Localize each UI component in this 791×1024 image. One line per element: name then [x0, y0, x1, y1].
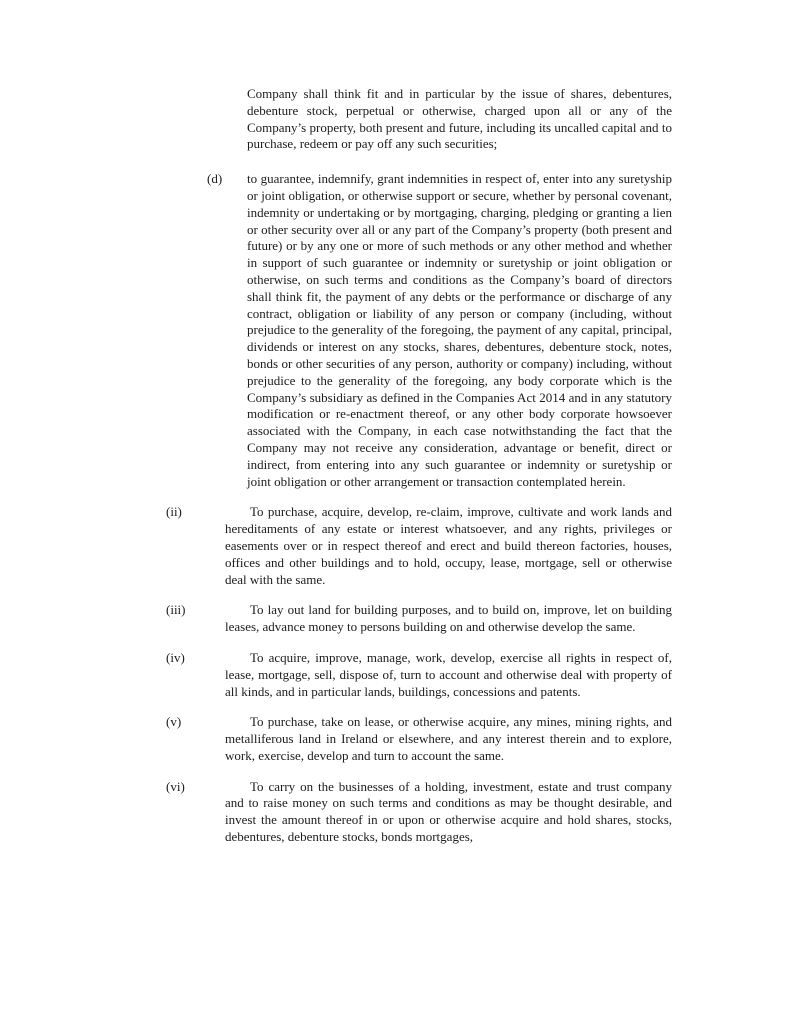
clause-iv-text: To acquire, improve, manage, work, develop, exercise all rights in respect of, lease, mortgage, sell, dispose of, turn to account and otherwise deal with property of all kinds, and in particular lands, buildings, concessions and patents.	[225, 649, 672, 699]
clause-v	[166, 714, 672, 764]
clause-vi	[166, 779, 672, 846]
clause-v-text: To purchase, take on lease, or otherwise acquire, any mines, mining rights, and metalliferous land in Ireland or elsewhere, and any interest therein and to explore, work, exercise, develop and turn to account the same.	[225, 714, 672, 763]
clause-c-continuation	[247, 86, 672, 153]
clause-vi-label: (vi)	[166, 778, 185, 794]
clause-iii-text: To lay out land for building purposes, and to build on, improve, let on building leases, advance money to persons building on and otherwise develop the same.	[225, 602, 672, 635]
clause-ii-text: To purchase, acquire, develop, re-claim, improve, cultivate and work lands and hereditaments of any estate or interest whatsoever, and any rights, privileges or easements over or in respect thereof and erect and build thereon factories, houses, offices and other buildings and to hold, occupy, lease, mortgage, sell or otherwise deal with the same.	[225, 504, 672, 587]
clause-c-continuation-text: Company shall think fit and in particular by the issue of shares, debentures, debenture stock, perpetual or otherwise, charged upon all or any of the Company’s property, both present and future, including its uncalled capital and to purchase, redeem or pay off any such securities;	[247, 86, 672, 152]
clause-iv	[166, 650, 672, 700]
clause-ii	[166, 504, 672, 588]
clause-iii	[166, 602, 672, 636]
clause-iii-label: (iii)	[166, 602, 186, 618]
clause-vi-text: To carry on the businesses of a holding, investment, estate and trust company and to raise money on such terms and conditions as may be thought desirable, and invest the amount thereof in or upon or otherwise acquire and hold shares, stocks, debentures, debenture stocks, bonds mortgages,	[225, 778, 672, 845]
clause-d-text: to guarantee, indemnify, grant indemnities in respect of, enter into any suretyship or joint obligation, or otherwise support or secure, whether by personal covenant, indemnity or undertaking or by mortgaging, charging, pledging or granting a lien or other security over all or any part of the Company’s property (both present and future) or by any one or more of such methods or any other method and whether in support of such guarantee or indemnity or suretyship or joint obligation or otherwise, on such terms and conditions as the Company’s board of directors shall think fit, the payment of any debts or the performance or discharge of any contract, obligation or liability of any person or company (including, without prejudice to the generality of the foregoing, the payment of any capital, principal, dividends or interest on any stocks, shares, debentures, debenture stock, notes, bonds or other securities of any person, authority or company) including, without prejudice to the generality of the foregoing, any body corporate which is the Company’s subsidiary as defined in the Companies Act 2014 and in any statutory modification or re-enactment thereof, or any other body corporate howsoever associated with the Company, in each case notwithstanding the fact that the Company may not receive any consideration, advantage or benefit, direct or indirect, from entering into any such guarantee or indemnity or suretyship or joint obligation or other arrangement or transaction contemplated herein.	[247, 171, 672, 489]
clause-d	[207, 171, 672, 490]
clause-ii-label: (ii)	[166, 504, 182, 520]
clause-iv-label: (iv)	[166, 649, 185, 665]
clause-v-label: (v)	[166, 714, 182, 730]
clause-d-label: (d)	[207, 171, 223, 187]
